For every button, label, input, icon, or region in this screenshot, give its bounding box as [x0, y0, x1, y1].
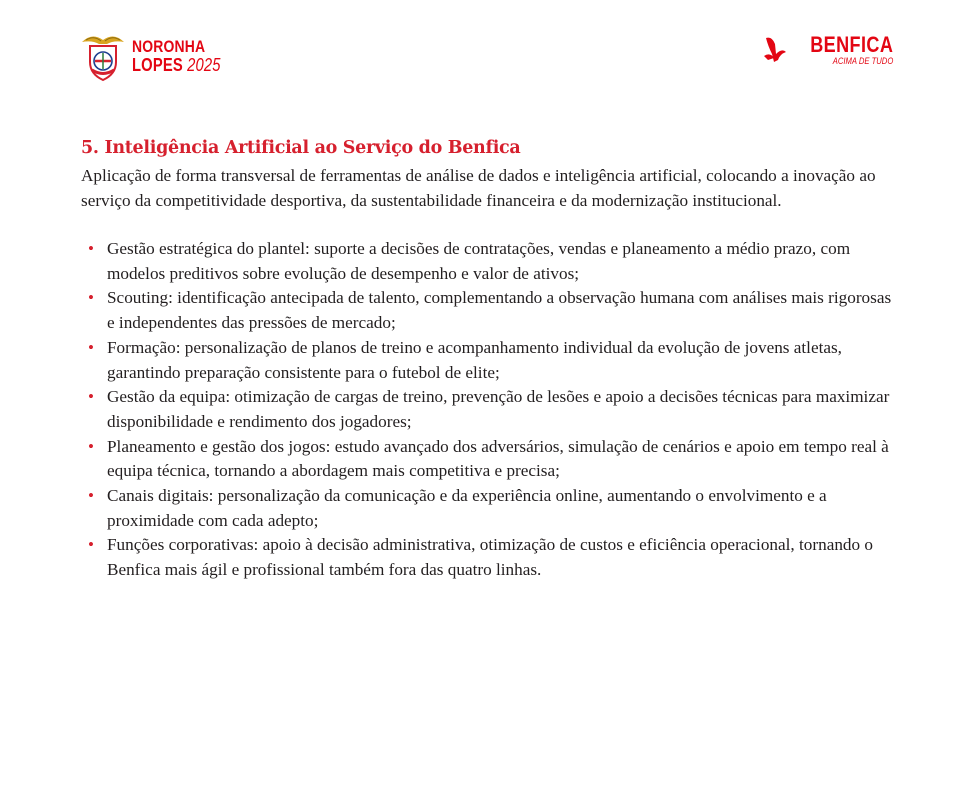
logo-line-2: LOPES — [132, 55, 183, 75]
list-item — [81, 435, 893, 484]
list-item-text: Gestão da equipa: otimização de cargas de treino, prevenção de lesões e apoio a decisões técnicas para maximizar disponibilidade e rendimento dos jogadores; — [107, 387, 890, 431]
bullet-marker: • — [88, 337, 94, 357]
section-title: 5. Inteligência Artificial ao Serviço do Benfica — [81, 138, 521, 158]
list-item — [81, 336, 893, 385]
list-item-text: Formação: personalização de planos de treino e acompanhamento individual da evolução de jovens atletas, garantindo preparação consistente para o futebol de elite; — [107, 337, 842, 382]
list-item — [81, 237, 893, 286]
list-item-text: Planeamento e gestão dos jogos: estudo avançado dos adversários, simulação de cenários e apoio em tempo real à equipa técnica, tornando a abordagem mais competitiva e precisa; — [107, 436, 889, 481]
benfica-logo — [762, 34, 893, 67]
list-item-text: Gestão estratégica do plantel: suporte a decisões de contratações, vendas e planeamento a médio prazo, com modelos preditivos sobre evolução de desempenho e valor de ativos; — [107, 239, 851, 283]
bullet-list — [81, 237, 893, 583]
list-item — [81, 484, 893, 533]
bullet-marker: • — [88, 535, 94, 555]
list-item-text: Canais digitais: personalização da comunicação e da experiência online, aumentando o envolvimento e a proximidade com cada adepto; — [107, 486, 827, 530]
benfica-slogan: ACIMA DE TUDO — [832, 56, 893, 66]
benfica-brand: BENFICA — [809, 32, 893, 57]
bullet-marker: • — [88, 486, 94, 506]
bullet-marker: • — [88, 288, 94, 308]
list-item-text: Scouting: identificação antecipada de talento, complementando a observação humana com análises mais rigorosas e independentes das pressões de mercado; — [107, 288, 892, 333]
list-item — [81, 286, 893, 335]
eagle-icon — [762, 34, 788, 64]
benfica-crest-icon — [80, 30, 126, 82]
section-content — [81, 136, 893, 583]
section-intro: Aplicação de forma transversal de ferramentas de análise de dados e inteligência artificial, colocando a inovação ao serviço da competitividade desportiva, da sustentabilidade financeira e da modernização institucional. — [81, 166, 876, 210]
logo-line-1: NORONHA — [132, 37, 206, 56]
list-item — [81, 533, 893, 582]
list-item — [81, 385, 893, 434]
bullet-marker: • — [88, 239, 94, 258]
list-item-text: Funções corporativas: apoio à decisão administrativa, otimização de custos e eficiência operacional, tornando o Benfica mais ágil e profissional também fora das quatro linhas. — [107, 535, 873, 580]
bullet-marker: • — [88, 436, 94, 456]
bullet-marker: • — [88, 387, 94, 407]
logo-year: 2025 — [187, 55, 221, 75]
noronha-lopes-logo — [80, 30, 240, 82]
